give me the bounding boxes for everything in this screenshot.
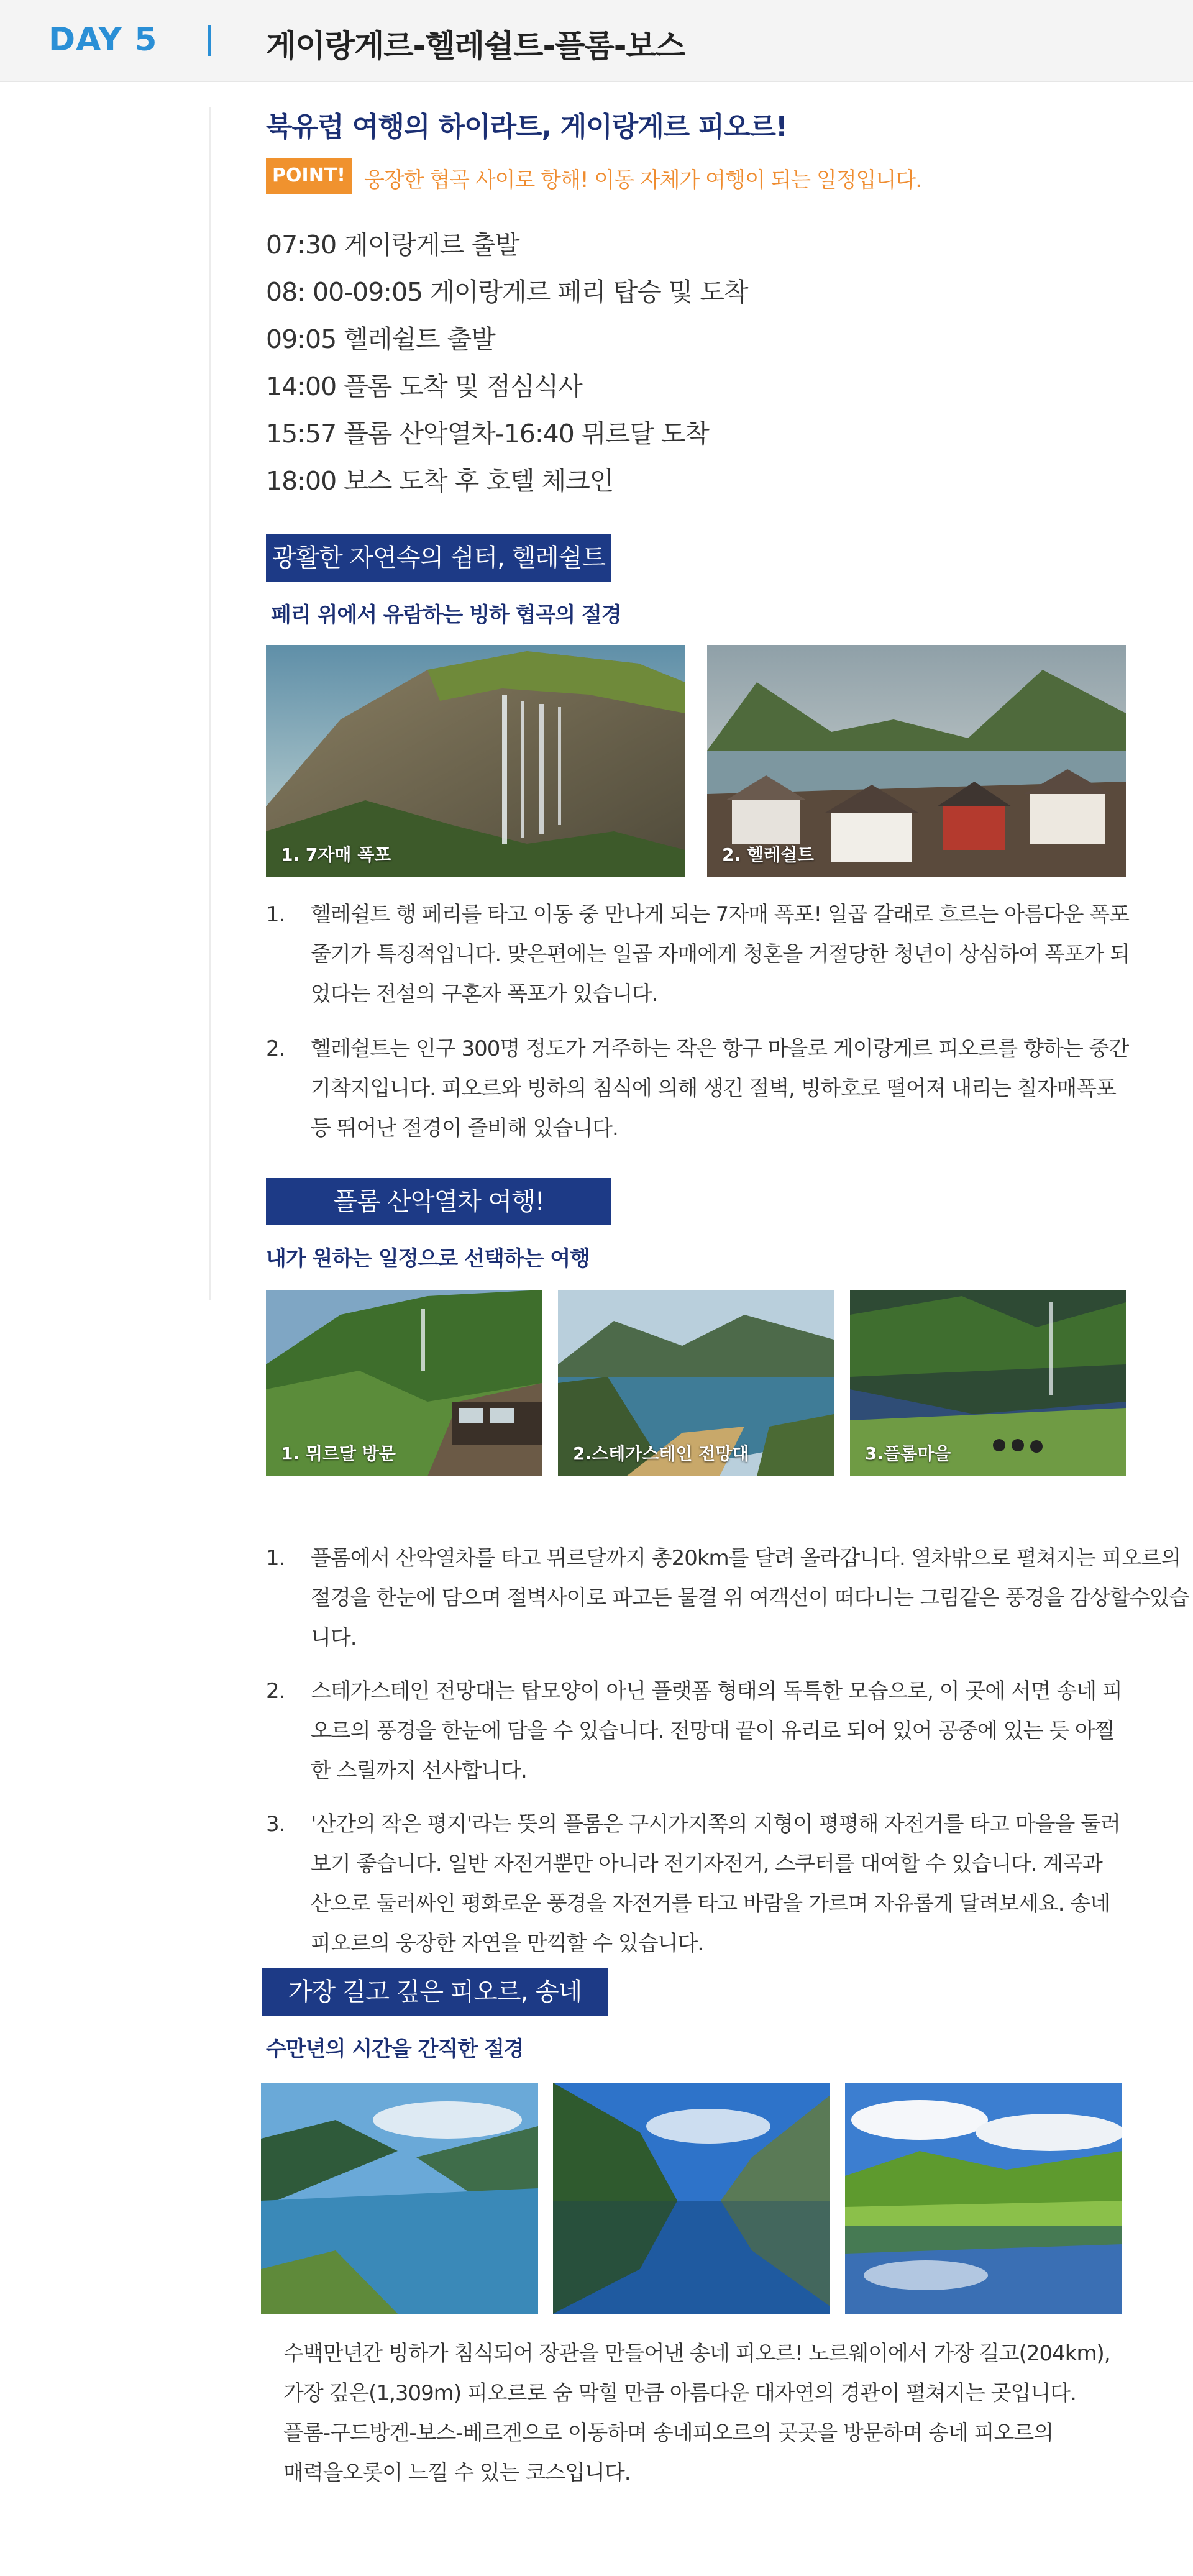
section-banner-sognefjord: 가장 길고 깊은 피오르, 송네 [262,1968,608,2016]
schedule-item: 08: 00-09:05 게이랑게르 페리 탑승 및 도착 [266,277,748,307]
schedule-item: 14:00 플롬 도착 및 점심식사 [266,372,582,401]
photo-caption: 1. 7자매 폭포 [281,844,391,865]
list-text: 헬레쉴트 행 페리를 타고 이동 중 만나게 되는 7자매 폭포! 일곱 갈래로 흐르는 아름다운 폭포 줄기가 특징적입니다. 맞은편에는 일곱 자매에게 청혼을 거절당한 청년이 상심하여 폭포가 되었다는 전설의 구혼자 폭포가 있습니다. [311,902,1130,1007]
list-item [266,1029,1136,1148]
list-text: 플롬에서 산악열차를 타고 뮈르달까지 총20km를 달려 올라갑니다. 열차밖으로 펼쳐지는 피오르의 절경을 한눈에 담으며 절벽사이로 파고든 물결 위 여객선이 떠다니는 그림같은 풍경을 감상할수있습니다. [311,1546,1189,1650]
photo-caption: 2. 헬레쉴트 [722,844,815,865]
photo-caption: 3.플롬마을 [865,1443,951,1464]
list-number: 2. [266,1679,285,1704]
point-badge: POINT! [266,158,352,194]
village-photo [707,645,1126,877]
list-number: 1. [266,902,285,927]
photo-caption: 2.스테가스테인 전망대 [573,1443,749,1464]
section-subtitle-sognefjord: 수만년의 시간을 간직한 절경 [266,2037,524,2062]
list-item [266,1671,1123,1791]
main-title: 북유럽 여행의 하이라트, 게이랑게르 피오르! [266,111,788,143]
fjord-reflection-photo [553,2083,830,2314]
description-line: 수백만년간 빙하가 침식되어 장관을 만들어낸 송네 피오르! 노르웨이에서 가장 길고(204km), [283,2341,1110,2366]
list-number: 2. [266,1036,285,1061]
day-label: DAY 5 [48,21,158,58]
schedule-item: 09:05 헬레쉴트 출발 [266,324,495,354]
schedule-item: 15:57 플롬 산악열차-16:40 뮈르달 도착 [266,419,709,449]
meadow-lake-photo [845,2083,1122,2314]
list-text: 스테가스테인 전망대는 탑모양이 아닌 플랫폼 형태의 독특한 모습으로, 이 곳에 서면 송네 피오르의 풍경을 한눈에 담을 수 있습니다. 전망대 끝이 유리로 되어 있어 공중에 있는 듯 아찔한 스릴까지 선사합니다. [311,1679,1122,1783]
header-divider [208,25,211,56]
schedule-list [266,221,748,505]
description-line: 매력을오롯이 느낄 수 있는 코스입니다. [283,2460,631,2485]
viewpoint-photo [558,1290,834,1476]
section-banner-hellesylt: 광활한 자연속의 쉼터, 헬레쉴트 [266,534,611,582]
description-line: 가장 깊은(1,309m) 피오르로 숨 막힐 만큼 아름다운 대자연의 경관이 펼쳐지는 곳입니다. [283,2381,1076,2406]
train-photo [266,1290,542,1476]
list-text: 헬레쉴트는 인구 300명 정도가 거주하는 작은 항구 마을로 게이랑게르 피오르를 향하는 중간 기착지입니다. 피오르와 빙하의 침식에 의해 생긴 절벽, 빙하호로 떨어져 내리는 칠자매폭포 등 뛰어난 절경이 즐비해 있습니다. [311,1036,1129,1141]
list-item [266,895,1136,1014]
section-subtitle-hellesylt: 페리 위에서 유람하는 빙하 협곡의 절경 [271,603,621,628]
list-text: '산간의 작은 평지'라는 뜻의 플롬은 구시가지쪽의 지형이 평평해 자전거를 타고 마을을 둘러보기 좋습니다. 일반 자전거뿐만 아니라 전기자전거, 스쿠터를 대여할 수 있습니다. 계곡과 산으로 둘러싸인 평화로운 풍경을 자전거를 타고 바람을 가르며 자유롭게 달려보세요. 송네 피오르의 웅장한 자연을 만끽할 수 있습니다. [311,1812,1120,1956]
cycling-photo [850,1290,1126,1476]
list-number: 3. [266,1812,285,1837]
schedule-item: 07:30 게이랑게르 출발 [266,230,519,260]
list-item [266,1804,1123,1963]
point-text: 웅장한 협곡 사이로 항해! 이동 자체가 여행이 되는 일정입니다. [364,168,921,193]
list-number: 1. [266,1546,285,1571]
waterfall-photo [266,645,685,877]
route-title: 게이랑게르-헬레쉴트-플롬-보스 [266,28,685,64]
section-subtitle-flam: 내가 원하는 일정으로 선택하는 여행 [266,1246,590,1271]
photo-caption: 1. 뮈르달 방문 [281,1443,396,1464]
day-header [0,0,1193,82]
flam-description-list [266,1538,1192,1963]
timeline-divider [209,107,211,1300]
section-banner-flam: 플롬 산악열차 여행! [266,1178,611,1225]
sognefjord-description [283,2334,1128,2493]
description-line: 플롬-구드방겐-보스-베르겐으로 이동하며 송네피오르의 곳곳을 방문하며 송네 피오르의 [283,2421,1054,2446]
list-item [266,1538,1192,1658]
hellesylt-description-list [266,895,1136,1148]
fjord-aerial-photo [261,2083,538,2314]
schedule-item: 18:00 보스 도착 후 호텔 체크인 [266,466,614,496]
